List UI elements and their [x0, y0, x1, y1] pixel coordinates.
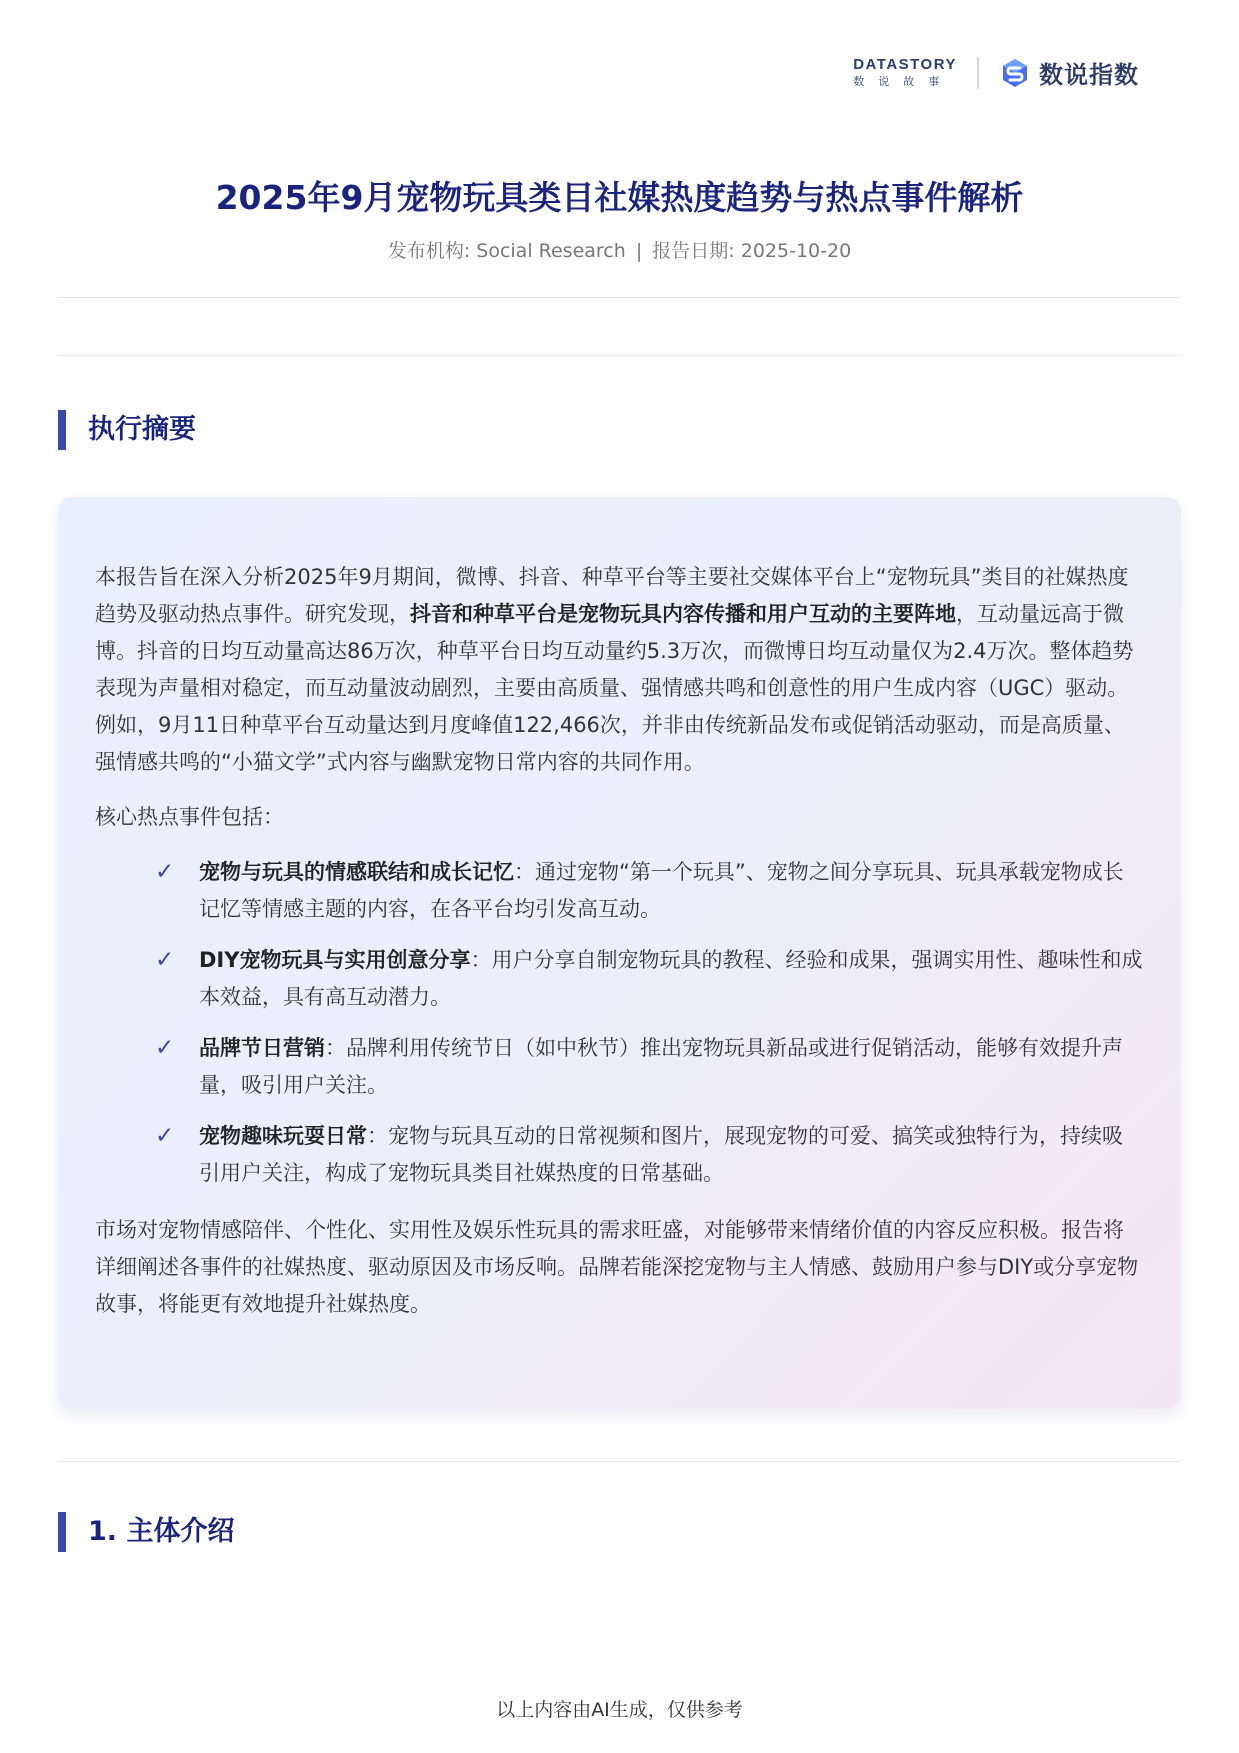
event-description: ：宠物与玩具互动的日常视频和图片，展现宠物的可爱、搞笑或独特行为，持续吸引用户关注，构成了宠物玩具类目社媒热度的日常基础。	[199, 1124, 1123, 1185]
section-heading-entity-intro: 1. 主体介绍	[58, 1512, 234, 1552]
summary-conclusion: 市场对宠物情感陪伴、个性化、实用性及娱乐性玩具的需求旺盛，对能够带来情绪价值的内容反应积极。报告将详细阐述各事件的社媒热度、驱动原因及市场反响。品牌若能深挖宠物与主人情感、鼓励用户参与DIY或分享宠物故事，将能更有效地提升社媒热度。	[95, 1218, 1139, 1316]
report-date: 报告日期: 2025-10-20	[652, 240, 852, 262]
event-description: ：品牌利用传统节日（如中秋节）推出宠物玩具新品或进行促销活动，能够有效提升声量，吸引用户关注。	[199, 1036, 1123, 1097]
event-title: 宠物与玩具的情感联结和成长记忆	[199, 860, 514, 884]
executive-summary-card	[58, 497, 1181, 1409]
ai-disclaimer-footer: 以上内容由AI生成，仅供参考	[496, 1699, 743, 1721]
report-meta	[0, 238, 1239, 264]
list-item	[155, 942, 1143, 1016]
divider	[58, 297, 1181, 298]
datastory-index-logo	[999, 55, 1139, 90]
report-publisher: 发布机构: Social Research	[387, 240, 626, 262]
list-item	[155, 1118, 1143, 1192]
event-title: DIY宠物玩具与实用创意分享	[199, 948, 471, 972]
datastory-index-logo-text: 数说指数	[1039, 61, 1139, 89]
datastory-logo-wordmark: DATASTORY	[853, 55, 957, 73]
event-title: 宠物趣味玩耍日常	[199, 1124, 367, 1148]
logo-divider	[977, 57, 979, 89]
datastory-logo	[853, 57, 957, 89]
report-meta-separator: |	[635, 240, 643, 262]
divider	[58, 1461, 1181, 1462]
summary-intro-part2: ，互动量远高于微博。抖音的日均互动量高达86万次，种草平台日均互动量约5.3万次，而微博日均互动量仅为2.4万次。整体趋势表现为声量相对稳定，而互动量波动剧烈，主要由高质量、强情感共鸣和创意性的用户生成内容（UGC）驱动。例如，9月11日种草平台互动量达到月度峰值122,466次，并非由传统新品发布或促销活动驱动，而是高质量、强情感共鸣的“小猫文学”式内容与幽默宠物日常内容的共同作用。	[95, 602, 1134, 774]
datastory-index-logo-icon	[999, 57, 1031, 89]
checkmark-icon: ✓	[155, 1035, 175, 1061]
event-description: ：通过宠物“第一个玩具”、宠物之间分享玩具、玩具承载宠物成长记忆等情感主题的内容，在各平台均引发高互动。	[199, 860, 1124, 921]
event-description: ：用户分享自制宠物玩具的教程、经验和成果，强调实用性、趣味性和成本效益，具有高互动潜力。	[199, 948, 1143, 1009]
report-title: 2025年9月宠物玩具类目社媒热度趋势与热点事件解析	[215, 178, 1024, 217]
checkmark-icon: ✓	[155, 1123, 175, 1149]
event-title: 品牌节日营销	[199, 1036, 325, 1060]
divider	[58, 355, 1181, 356]
list-item	[155, 854, 1143, 928]
summary-intro	[95, 559, 1143, 781]
hot-events-list	[95, 854, 1143, 1192]
events-lead: 核心热点事件包括：	[95, 805, 284, 829]
summary-intro-part1: 本报告旨在深入分析2025年9月期间，微博、抖音、种草平台等主要社交媒体平台上“宠物玩具”类目的社媒热度趋势及驱动热点事件。研究发现，	[95, 565, 1129, 626]
checkmark-icon: ✓	[155, 947, 175, 973]
summary-intro-highlight: 抖音和种草平台是宠物玩具内容传播和用户互动的主要阵地	[410, 602, 956, 626]
list-item	[155, 1030, 1143, 1104]
datastory-logo-chinese: 数说故事	[853, 74, 954, 88]
checkmark-icon: ✓	[155, 859, 175, 885]
header-logos	[853, 55, 1139, 90]
section-heading-executive-summary: 执行摘要	[58, 410, 196, 450]
